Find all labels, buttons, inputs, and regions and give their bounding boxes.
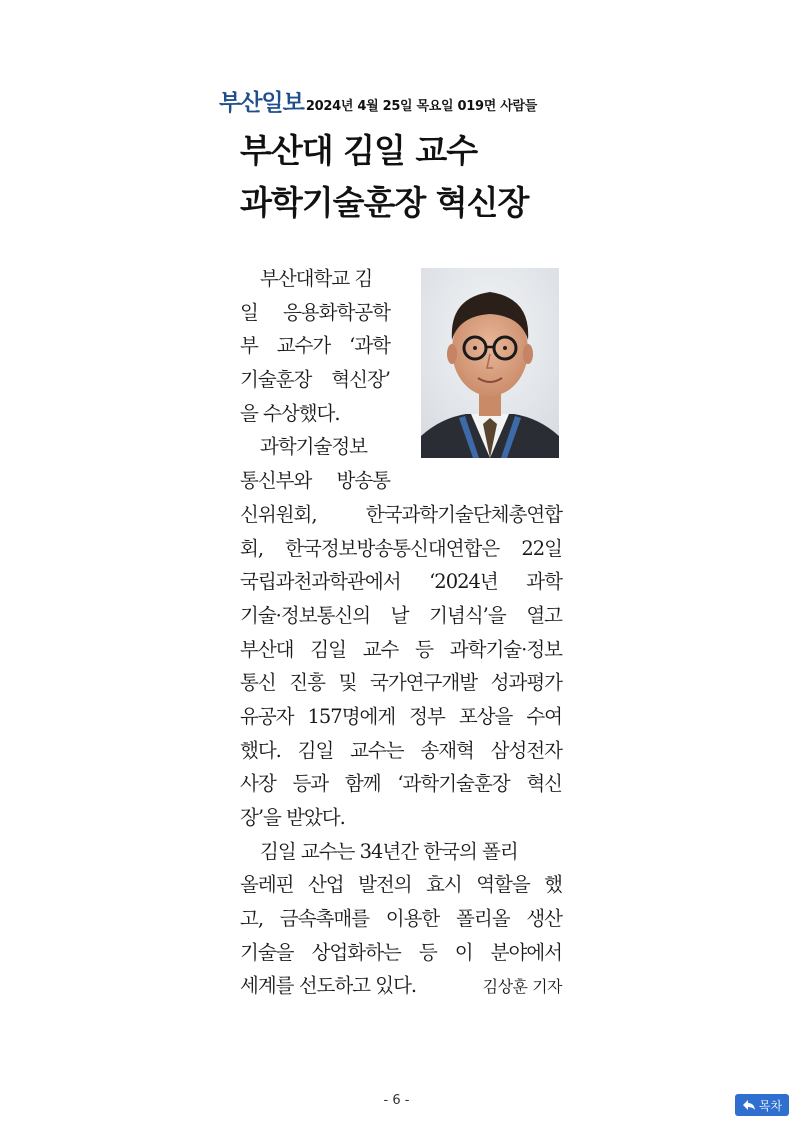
article-line: 김일 교수는 34년간 한국의 폴리 bbox=[260, 839, 518, 863]
toc-label: 목차 bbox=[758, 1098, 783, 1113]
article-line: 기술·정보통신의 날 기념식’을 열고 bbox=[240, 603, 562, 627]
article-line: 기술훈장 혁신장’ bbox=[240, 368, 390, 392]
article-line: 세계를 선도하고 있다. bbox=[240, 974, 417, 998]
dateline: 2024년 4월 25일 목요일 019면 사람들 bbox=[305, 99, 538, 114]
headline-line-1: 부산대 김일 교수 bbox=[240, 131, 478, 170]
toc-button[interactable] bbox=[735, 1094, 789, 1116]
article-line: 기술을 상업화하는 등 이 분야에서 bbox=[240, 940, 562, 964]
article-line: 부산대학교 김 bbox=[260, 267, 373, 290]
article-line: 올레핀 산업 발전의 효시 역할을 했 bbox=[240, 873, 562, 897]
masthead bbox=[219, 84, 579, 116]
article-line: 과학기술정보 bbox=[260, 435, 368, 459]
page-number: - 6 - bbox=[383, 1093, 410, 1108]
back-arrow-icon bbox=[742, 1099, 756, 1111]
article-line: 유공자 157명에게 정부 포상을 수여 bbox=[240, 704, 562, 728]
headline-line-2: 과학기술훈장 혁신장 bbox=[240, 183, 529, 222]
article-line: 사장 등과 함께 ‘과학기술훈장 혁신 bbox=[240, 772, 562, 796]
headline bbox=[240, 125, 570, 229]
article-line: 을 수상했다. bbox=[240, 401, 340, 425]
article-line: 국립과천과학관에서 ‘2024년 과학 bbox=[240, 570, 562, 594]
article-line: 고, 금속촉매를 이용한 폴리올 생산 bbox=[240, 907, 562, 931]
article-line: 통신 진흥 및 국가연구개발 성과평가 bbox=[240, 671, 562, 695]
article-line: 장’을 받았다. bbox=[240, 806, 345, 829]
article-body bbox=[240, 262, 562, 1003]
article-line: 신위원회, 한국과학기술단체총연합 bbox=[240, 502, 562, 526]
article-line: 했다. 김일 교수는 송재혁 삼성전자 bbox=[240, 738, 562, 762]
article-line: 통신부와 방송통 bbox=[240, 469, 390, 493]
byline: 김상훈 기자 bbox=[482, 977, 562, 997]
newspaper-logo: 부산일보 bbox=[219, 90, 304, 116]
article-line: 일 응용화학공학 bbox=[240, 300, 390, 324]
article-line: 부산대 김일 교수 등 과학기술·정보 bbox=[240, 637, 562, 661]
article-last-line bbox=[240, 969, 562, 1003]
article-line: 부 교수가 ‘과학 bbox=[240, 334, 390, 358]
article-line: 회, 한국정보방송통신대연합은 22일 bbox=[240, 536, 562, 560]
